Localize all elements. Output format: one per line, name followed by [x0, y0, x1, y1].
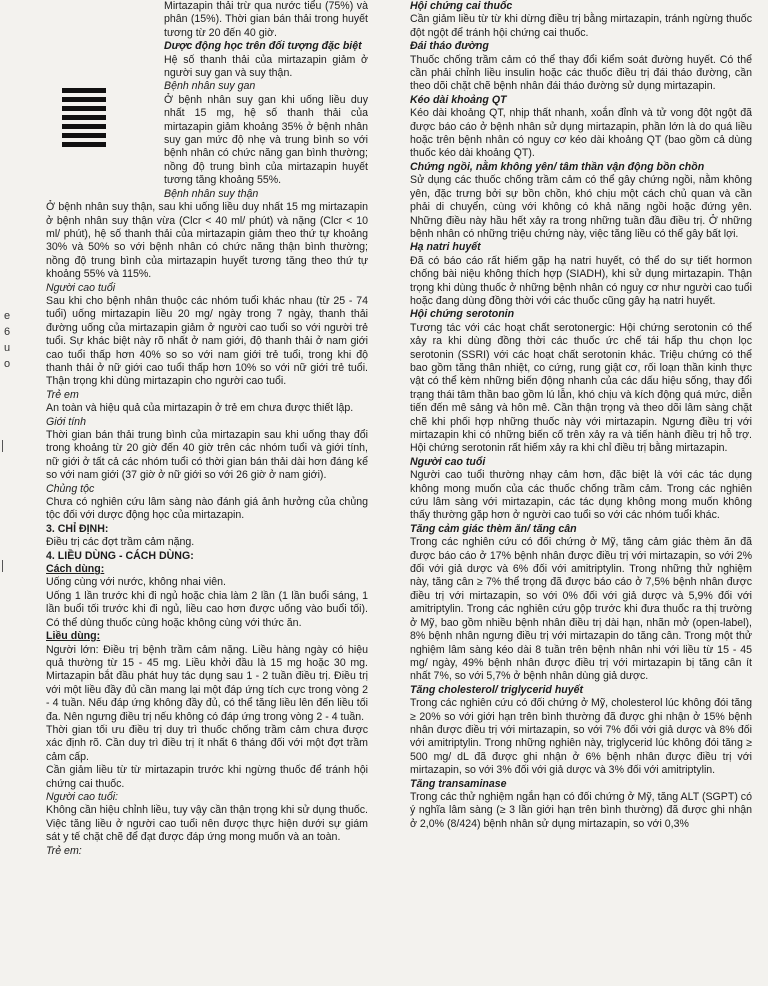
subheading: Chủng tộc [46, 482, 95, 495]
section-heading: Hội chứng serotonin [410, 308, 515, 321]
paragraph: Đã có báo cáo rất hiếm gặp hạ natri huyết, có thể do sự tiết hormon chống bài niệu không thích hợp (SIADH), khi sử dụng mirtazapin. Thận trọng khi dùng thuốc ở những bệnh nhân có nguy cơ như người cao tuổi hoặc đang dùng đồng thời với các thuốc cũng gây hạ natri huyết. [410, 254, 752, 307]
paragraph: Không cần hiệu chỉnh liều, tuy vậy cần thận trọng khi sử dụng thuốc. Việc tăng liều ở người cao tuổi nên được thực hiện dưới sự giám sát y tế chặt chẽ để đạt được đáp ứng mong muốn và an toàn. [46, 804, 368, 844]
edge-tick [2, 560, 3, 572]
section-heading: Kéo dài khoảng QT [410, 93, 507, 106]
paragraph: Người cao tuổi thường nhạy cảm hơn, đặc biệt là với các tác dụng không mong muốn của các thuốc chống trầm cảm. Trong các nghiên cứu lâm sàng với mirtazapin, các tác dụng không mong muốn không thấy thường gặp hơn ở người cao tuổi so với các nhóm tuổi khác. [410, 469, 752, 522]
subheading: Người cao tuổi [46, 281, 116, 294]
subheading: Trẻ em [46, 388, 79, 401]
paragraph: Chưa có nghiên cứu lâm sàng nào đánh giá ảnh hưởng của chủng tộc đối với dược động học của mirtazapin. [46, 496, 368, 522]
edge-mark: o [4, 358, 11, 370]
paragraph: Tương tác với các hoạt chất serotonergic: Hội chứng serotonin có thể xảy ra khi dùng đồng thời các thuốc ức chế tái hấp thu chọn lọc serotonin (SSRI) với các hoạt chất serotonin khác. Triệu chứng có thể bao gồm tăng thân nhiệt, co cứng, rung giật cơ, rối loạn thần kinh thực vật có thể kèm những biến động nhanh của các dấu hiệu sống, thay đổi trạng thái tâm thần bao gồm lú lẫn, khó chịu và kích động quá mức, diễn tiến đến mê sảng và hôn mê. Cần thận trọng và theo dõi lâm sàng chặt chẽ khi phối hợp những thuốc này với mirtazapin. Ngưng điều trị với mirtazapin khi có những biến cố trên xảy ra và tiến hành điều trị hỗ trợ. Hội chứng serotonin rất hiếm xảy ra khi chỉ điều trị bằng mirtazapin. [410, 321, 752, 455]
section-heading: Tăng transaminase [410, 777, 507, 790]
paragraph: Sau khi cho bệnh nhân thuộc các nhóm tuổi khác nhau (từ 25 - 74 tuổi) uống mirtazapin liều 20 mg/ ngày trong 7 ngày, thanh thải đường uống của mirtazapin giảm ở người cao tuổi so với người trẻ tuổi. Sự khác biệt này rõ nhất ở nam giới, độ thanh thải ở nam giới cao tuổi thấp hơn 40% so so với nam giới trẻ tuổi, trong khi độ thanh thải ở nữ giới cao tuổi thấp hơn 10% so với nữ giới trẻ tuổi. Thận trọng khi dùng mirtazapin cho người cao tuổi. [46, 294, 368, 388]
underlined-heading: Cách dùng: [46, 563, 105, 576]
section-heading: Tăng cholesterol/ triglycerid huyết [410, 683, 584, 696]
paragraph: Kéo dài khoảng QT, nhịp thất nhanh, xoắn đỉnh và tử vong đột ngột đã được báo cáo ở bệnh nhân sử dụng mirtazapin, phần lớn là do quá liều hoặc trên bệnh nhân có nguy cơ kéo dài khoảng QT (bao gồm cả dùng thuốc kéo dài khoảng QT). [410, 107, 752, 160]
section-heading: Chứng ngồi, nằm không yên/ tâm thần vận động bồn chồn [410, 160, 705, 173]
section-heading: Hạ natri huyết [410, 241, 481, 254]
paragraph: Mirtazapin thải trừ qua nước tiểu (75%) và phân (15%). Thời gian bán thải trong huyết tương từ 20 đến 40 giờ. [164, 0, 368, 39]
subheading: Giới tính [46, 415, 86, 428]
section-heading: Dược động học trên đối tượng đặc biệt [164, 40, 362, 53]
section-heading: Người cao tuổi [410, 455, 486, 468]
paragraph: Trong các thử nghiệm ngắn hạn có đối chứng ở Mỹ, tăng ALT (SGPT) có ý nghĩa lâm sàng (≥ 3 lần giới hạn trên bình thường) đã được ghi nhận ở 2,0% (8/424) bệnh nhân sử dụng mirtazapin, so với 0,3% [410, 790, 752, 830]
paragraph: Hệ số thanh thải của mirtazapin giảm ở người suy gan và suy thận. [164, 53, 368, 80]
paragraph: Uống cùng với nước, không nhai viên. [46, 576, 226, 589]
underlined-heading: Liều dùng: [46, 630, 101, 643]
paragraph: Thời gian tối ưu điều trị duy trì thuốc chống trầm cảm chưa được xác định rõ. Cần duy trì điều trị ít nhất 6 tháng đối với một đợt trầm cảm cấp. [46, 723, 368, 763]
section-heading: Tăng cảm giác thèm ăn/ tăng cân [410, 522, 577, 535]
paragraph: Cần giảm liều từ từ khi dừng điều trị bằng mirtazapin, tránh ngừng thuốc đột ngột để tránh hội chứng cai thuốc. [410, 13, 752, 39]
subheading: Người cao tuổi: [46, 790, 119, 803]
section-heading: Hội chứng cai thuốc [410, 0, 513, 12]
left-column [46, 0, 368, 858]
subheading: Trẻ em: [46, 844, 82, 857]
section-heading: Đái tháo đường [410, 40, 489, 53]
paragraph: Cần giảm liều từ từ mirtazapin trước khi ngừng thuốc để tránh hội chứng cai thuốc. [46, 764, 368, 790]
paragraph: Ở bệnh nhân suy thận, sau khi uống liều duy nhất 15 mg mirtazapin ở bệnh nhân suy thận vừa (Clcr < 40 ml/ phút) và nặng (Clcr < 10 ml/ phút), hệ số thanh thải của mirtazapin giảm theo thứ tự khoảng 30% và 50% so với bệnh nhân có chức năng thận bình thường; nồng độ trung bình của mirtazapin huyết tương tăng theo thứ tự khoảng 55% và 115%. [46, 201, 368, 281]
chapter-heading: 4. LIỀU DÙNG - CÁCH DÙNG: [46, 549, 194, 562]
paragraph: An toàn và hiệu quả của mirtazapin ở trẻ em chưa được thiết lập. [46, 402, 354, 415]
paragraph: Trong các nghiên cứu có đối chứng ở Mỹ, cholesterol lúc không đói tăng ≥ 20% so với giới hạn trên bình thường đã được ghi nhận ở 15% bệnh nhân được điều trị với mirtazapin, so với 7% đối với giả dược và 8% đối với amitriptylin. Trong những nghiên này, triglycerid lúc không đói tăng ≥ 500 mg/ dL đã được ghi nhận ở 6% bệnh nhân được điều trị với mirtazapin, so với 3% đối với giả dược và 3% đối với amitriptylin. [410, 697, 752, 777]
paragraph: Uống 1 lần trước khi đi ngủ hoặc chia làm 2 lần (1 lần buổi sáng, 1 lần buổi tối trước khi đi ngủ, liều cao hơn được uống vào buổi tối). Có thể dùng thuốc cùng hoặc không cùng với thức ăn. [46, 589, 368, 629]
edge-mark: 6 [4, 326, 11, 338]
right-column [410, 0, 752, 831]
paragraph: Thời gian bán thải trung bình của mirtazapin sau khi uống thay đổi trong khoảng từ 20 giờ đến 40 giờ trên các nhóm tuổi và giới tính, nữ giới ở tất cả các nhóm tuổi có thời gian bán thải dài hơn đáng kể so với nam giới (37 giờ ở nữ giới so với 26 giờ ở nam giới). [46, 429, 368, 482]
paragraph: Người lớn: Điều trị bệnh trầm cảm nặng. Liều hàng ngày có hiệu quả thường từ 15 - 45 mg. Liều khởi đầu là 15 mg hoặc 30 mg. Mirtazapin bắt đầu phát huy tác dụng sau 1 - 2 tuần điều trị. Điều trị với một liều đầy đủ cần mang lại một đáp ứng tích cực trong vòng 2 - 4 tuần. Nếu đáp ứng không đầy đủ, có thể tăng liều lên đến liều tối đa. Nên ngưng điều trị nếu không có đáp ứng trong vòng 2 - 4 tuần. [46, 643, 368, 723]
paragraph: Điều trị các đợt trầm cảm nặng. [46, 536, 195, 549]
edge-tick [2, 440, 3, 452]
paragraph: Trong các nghiên cứu có đối chứng ở Mỹ, tăng cảm giác thèm ăn đã được báo cáo ở 17% bệnh nhân được điều trị với mirtazapin, so với 2% đối với giả dược và 6% đối với amitriptylin. Trong những thử nghiệm này, tăng cân ≥ 7% thể trọng đã được báo cáo ở 7,5% bệnh nhân được điều trị với mirtazapin, so với 0% đối với giả dược và 5,9% đối với amitriptylin. Trong các nghiên cứu gộp trước khi đưa thuốc ra thị trường ở Mỹ, bao gồm nhiều bệnh nhân điều trị dài hạn, nhãn mở (open-label), 8% bệnh nhân ngưng điều trị với mirtazapin do tăng cân. Trong một thử nghiệm lâm sàng kéo dài 8 tuần trên bệnh nhân nhi với liều từ 15 - 45 mg/ ngày, 49% bệnh nhân được điều trị với mirtazapin bị tăng cân ít nhất 7%, so với 5,7% ở bệnh nhân dùng giả dược. [410, 536, 752, 683]
chapter-heading: 3. CHỈ ĐỊNH: [46, 522, 109, 535]
subheading: Bệnh nhân suy thận [164, 187, 259, 200]
paragraph: Sử dụng các thuốc chống trầm cảm có thể gây chứng ngồi, nằm không yên, đặc trưng bởi sự bồn chồn, khó chịu một cách chủ quan và cần phải di chuyển, cùng với không có khả năng ngồi hoặc đứng yên. Những điều này hầu hết xảy ra trong những tuần đầu điều trị. Ở những bệnh nhân có những triệu chứng này, việc tăng liều có thể gây bất lợi. [410, 174, 752, 240]
edge-mark: u [4, 342, 11, 354]
paragraph: Thuốc chống trầm cảm có thể thay đổi kiểm soát đường huyết. Có thể cần phải chỉnh liều insulin hoặc các thuốc điều trị đái tháo đường, cần theo dõi chặt chẽ bệnh nhân đái tháo đường sử dụng mirtazapin. [410, 53, 752, 93]
edge-mark: e [4, 310, 11, 322]
subheading: Bệnh nhân suy gan [164, 80, 256, 93]
paragraph: Ở bệnh nhân suy gan khi uống liều duy nhất 15 mg, hệ số thanh thải của mirtazapin giảm khoảng 35% ở bệnh nhân suy gan mức độ nhẹ và trung bình so với bệnh nhân có chức năng gan bình thường; nồng độ trung bình của mirtazapin huyết tương tăng khoảng 55%. [164, 93, 368, 187]
